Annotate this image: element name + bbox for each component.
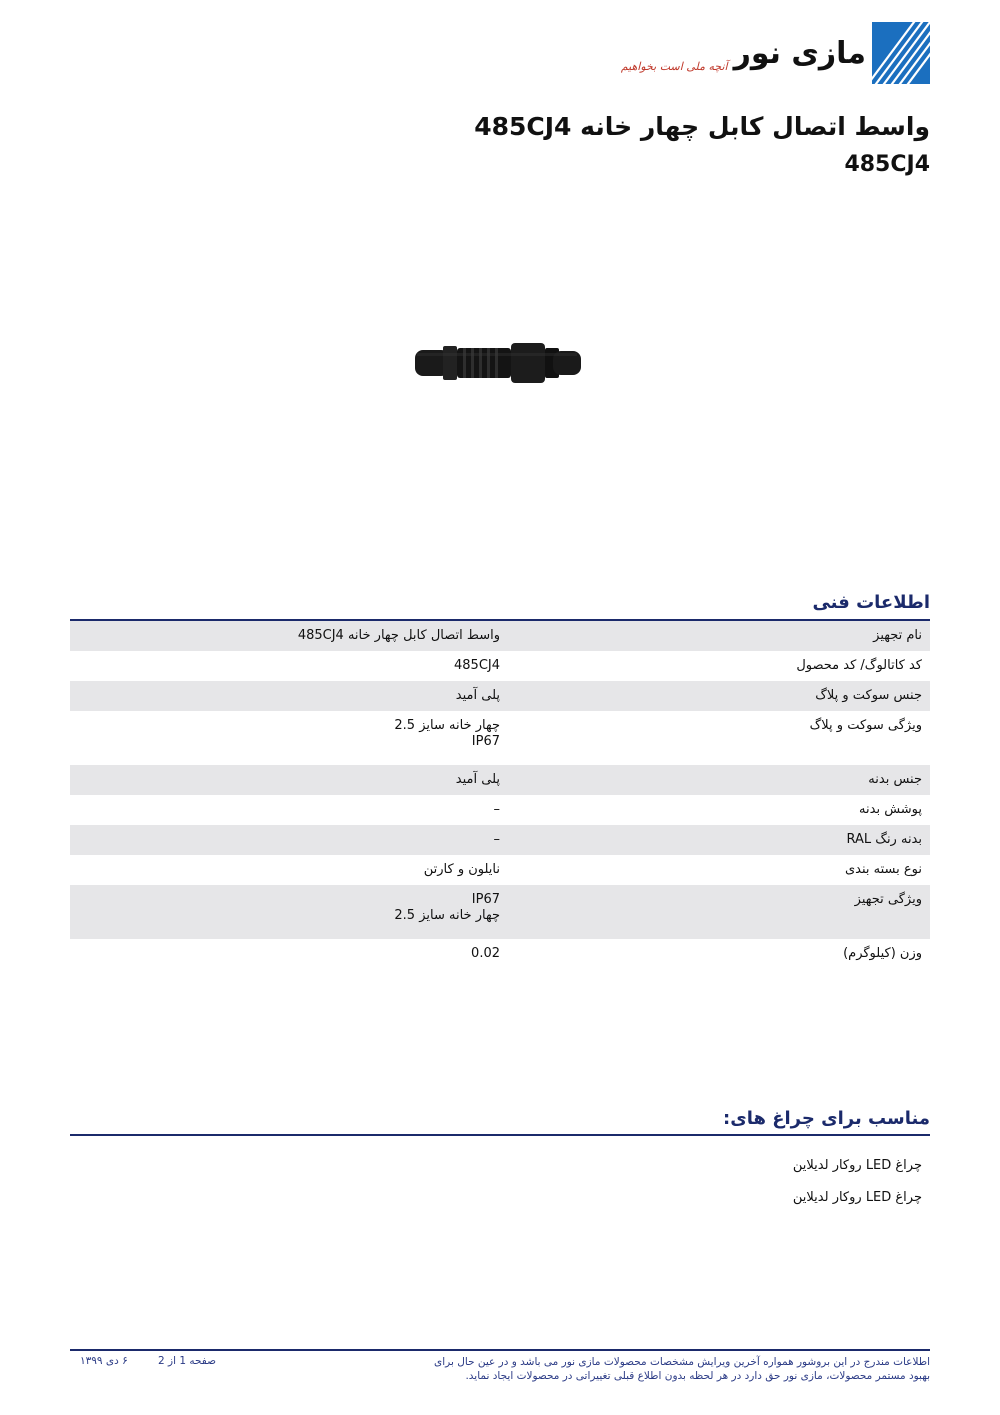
spec-value: 0.02 [471, 946, 500, 961]
list-item: چراغ LED روکار لدیلاین [792, 1158, 922, 1173]
table-row [70, 939, 930, 969]
page-number: صفحه 1 از 2 [158, 1355, 217, 1367]
spec-value: نایلون و کارتن [423, 862, 500, 877]
footer-divider [70, 1349, 930, 1351]
spec-value: واسط اتصال کابل چهار خانه 485CJ4 [297, 628, 500, 643]
product-image [413, 338, 583, 388]
spec-value: پلی آمید [455, 772, 500, 787]
spec-label: ویژگی سوکت و پلاگ [809, 718, 922, 733]
spec-label: بدنه رنگ RAL [846, 832, 922, 847]
table-row [70, 855, 930, 885]
suitable-heading: مناسب برای چراغ های: [723, 1108, 930, 1129]
brand-mark-icon [872, 22, 930, 84]
spec-value: پلی آمید [455, 688, 500, 703]
brand-logo [621, 22, 930, 84]
brand-wordmark: مازی نور [733, 35, 866, 71]
spec-label: نام تجهیز [873, 628, 922, 643]
spec-value: – [493, 832, 500, 847]
spec-label: پوشش بدنه [859, 802, 922, 817]
spec-value: – [493, 802, 500, 817]
page-title: واسط اتصال کابل چهار خانه 485CJ4 [474, 112, 930, 141]
spec-label: جنس سوکت و پلاگ [815, 688, 922, 703]
suitable-divider [70, 1134, 930, 1136]
spec-label: وزن (کیلوگرم) [843, 946, 922, 961]
table-row [70, 681, 930, 711]
table-row [70, 795, 930, 825]
table-row [70, 621, 930, 651]
footer-disclaimer: اطلاعات مندرج در این بروشور همواره آخرین ویرایش مشخصات محصولات مازی نور می باشد و در عین حال برای بهبود مستمر محصولات، مازی نور حق دارد در هر لحظه بدون اطلاع قبلی تغییراتی در محصولات ایجاد نماید. [434, 1356, 930, 1382]
table-row [70, 711, 930, 765]
product-code: 485CJ4 [844, 152, 930, 177]
document-date: ۶ دی ۱۳۹۹ [80, 1355, 128, 1367]
spec-value: چهار خانه سایز 2.5 IP67 [394, 718, 500, 749]
table-row [70, 765, 930, 795]
spec-label: ویژگی تجهیز [854, 892, 922, 907]
spec-value: IP67 چهار خانه سایز 2.5 [394, 892, 500, 923]
table-row [70, 651, 930, 681]
spec-value: 485CJ4 [454, 658, 500, 673]
specs-heading: اطلاعات فنی [812, 592, 930, 613]
spec-label: جنس بدنه [868, 772, 922, 787]
spec-label: نوع بسته بندی [844, 862, 922, 877]
list-item: چراغ LED روکار لدیلاین [792, 1190, 922, 1205]
suitable-list [793, 1158, 922, 1222]
table-row [70, 825, 930, 855]
table-row [70, 885, 930, 939]
brand-tagline: آنچه ملی است بخواهیم [620, 59, 728, 73]
spec-label: کد کاتالوگ/ کد محصول [796, 658, 922, 673]
specs-table [70, 621, 930, 969]
